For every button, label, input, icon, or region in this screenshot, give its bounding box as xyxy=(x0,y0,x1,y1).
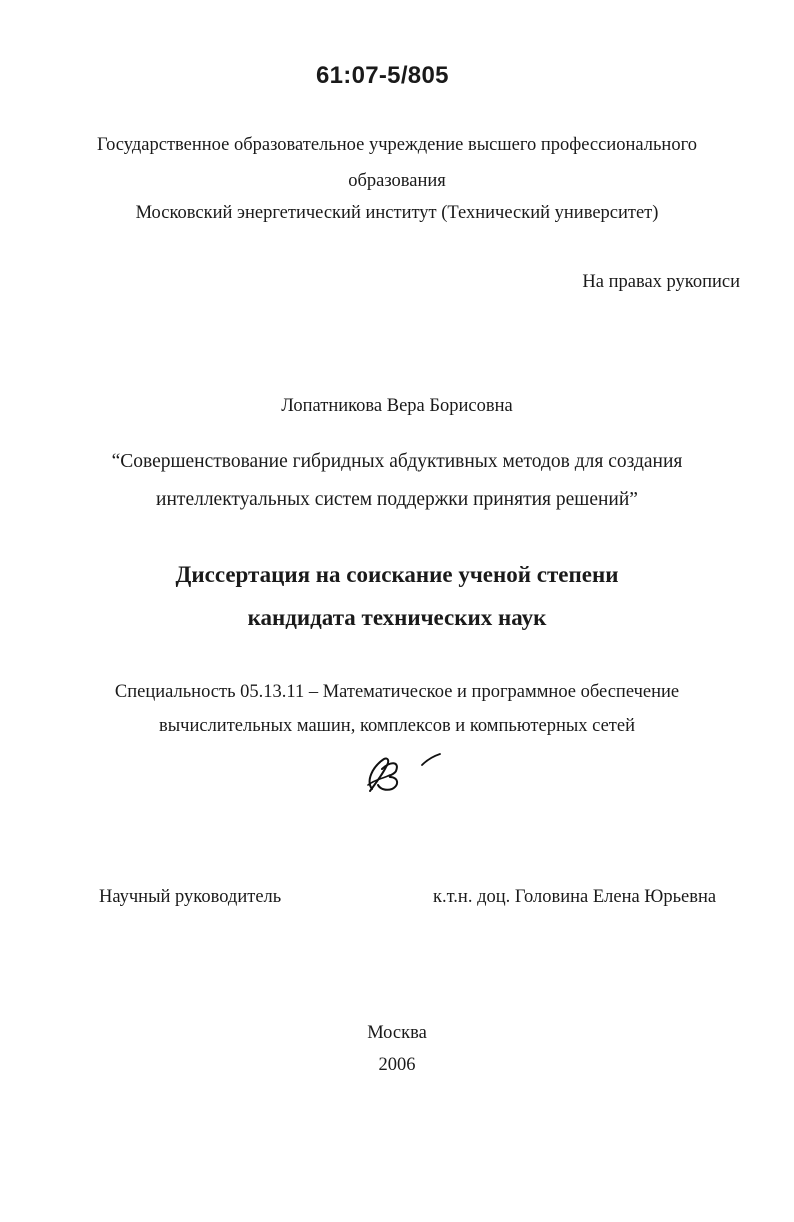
specialty-line-1: Специальность 05.13.11 – Математическое и программное обеспечение xyxy=(114,682,680,702)
specialty-line-2: вычислительных машин, комплексов и компьютерных сетей xyxy=(158,716,635,736)
thesis-title-line-1: “Совершенствование гибридных абдуктивных методов для создания xyxy=(111,451,683,472)
document-code: 61:07-5/805 xyxy=(316,62,449,89)
year: 2006 xyxy=(378,1055,416,1075)
institution-line-3: Московский энергетический институт (Технический университет) xyxy=(135,203,659,223)
author-name: Лопатникова Вера Борисовна xyxy=(281,396,513,416)
thesis-title-line-2: интеллектуальных систем поддержки принятия решений” xyxy=(156,489,638,510)
supervisor-name: к.т.н. доц. Головина Елена Юрьевна xyxy=(433,887,717,907)
institution-line-1: Государственное образовательное учреждение высшего профессионального xyxy=(97,135,697,155)
city: Москва xyxy=(367,1023,427,1043)
supervisor-label: Научный руководитель xyxy=(99,887,282,907)
institution-line-2: образования xyxy=(348,171,446,191)
rights-note: На правах рукописи xyxy=(582,272,740,292)
signature-mark xyxy=(360,745,450,797)
degree-heading-line-1: Диссертация на соискание ученой степени xyxy=(175,562,619,587)
degree-heading-line-2: кандидата технических наук xyxy=(247,605,547,630)
